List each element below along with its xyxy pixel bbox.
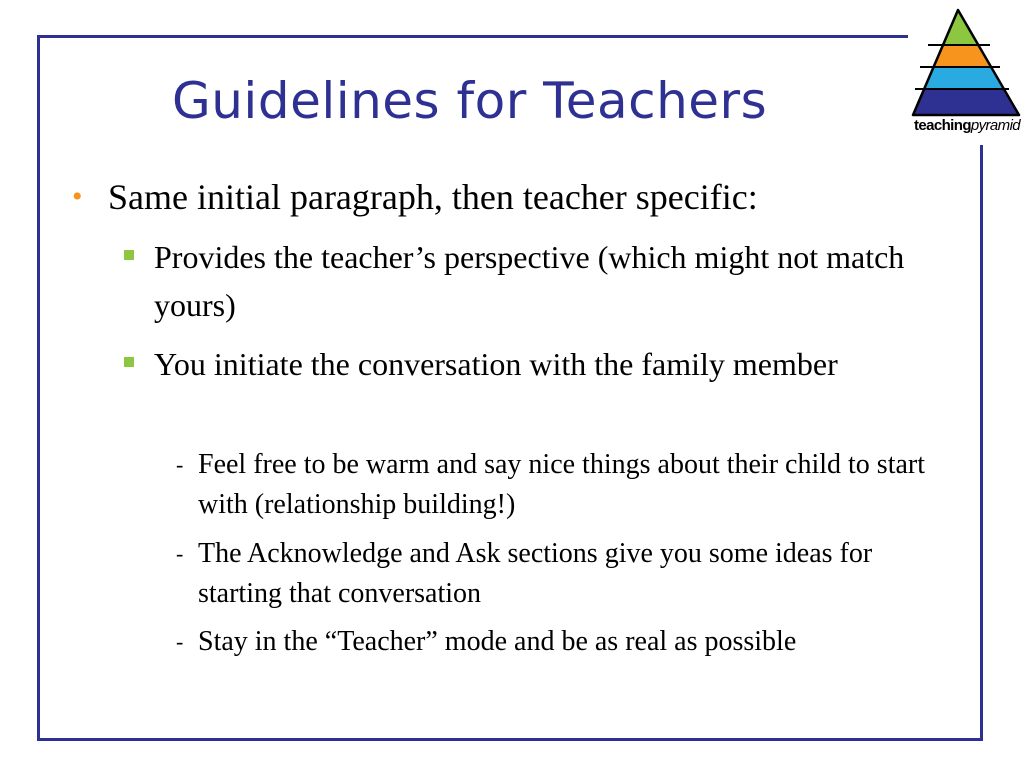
bullet-level3-text: The Acknowledge and Ask sections give you some ideas for starting that conversation — [198, 538, 873, 609]
teaching-pyramid-logo — [908, 5, 1024, 145]
square-bullet-icon — [124, 250, 134, 260]
dash-bullet-icon: - — [176, 452, 184, 477]
logo-wordmark — [914, 117, 1020, 134]
bullet-level1-text: Same initial paragraph, then teacher specific: — [108, 177, 758, 217]
square-bullet-icon — [124, 357, 134, 367]
bullet-level2-text: You initiate the conversation with the family member — [154, 346, 838, 382]
bullet-dot-icon: • — [72, 180, 83, 213]
bullet-level3-text: Stay in the “Teacher” mode and be as real as possible — [198, 626, 797, 657]
dash-bullet-icon: - — [176, 541, 184, 566]
bullet-level3-text: Feel free to be warm and say nice things about their child to start with (relationship building!) — [198, 449, 926, 520]
dash-bullet-icon: - — [176, 629, 184, 654]
logo-word-light: pyramid — [970, 117, 1021, 134]
bullet-level2-text: Provides the teacher’s perspective (which might not match yours) — [154, 239, 905, 323]
logo-word-bold: teaching — [914, 117, 971, 134]
slide-title: Guidelines for Teachers — [172, 72, 768, 130]
